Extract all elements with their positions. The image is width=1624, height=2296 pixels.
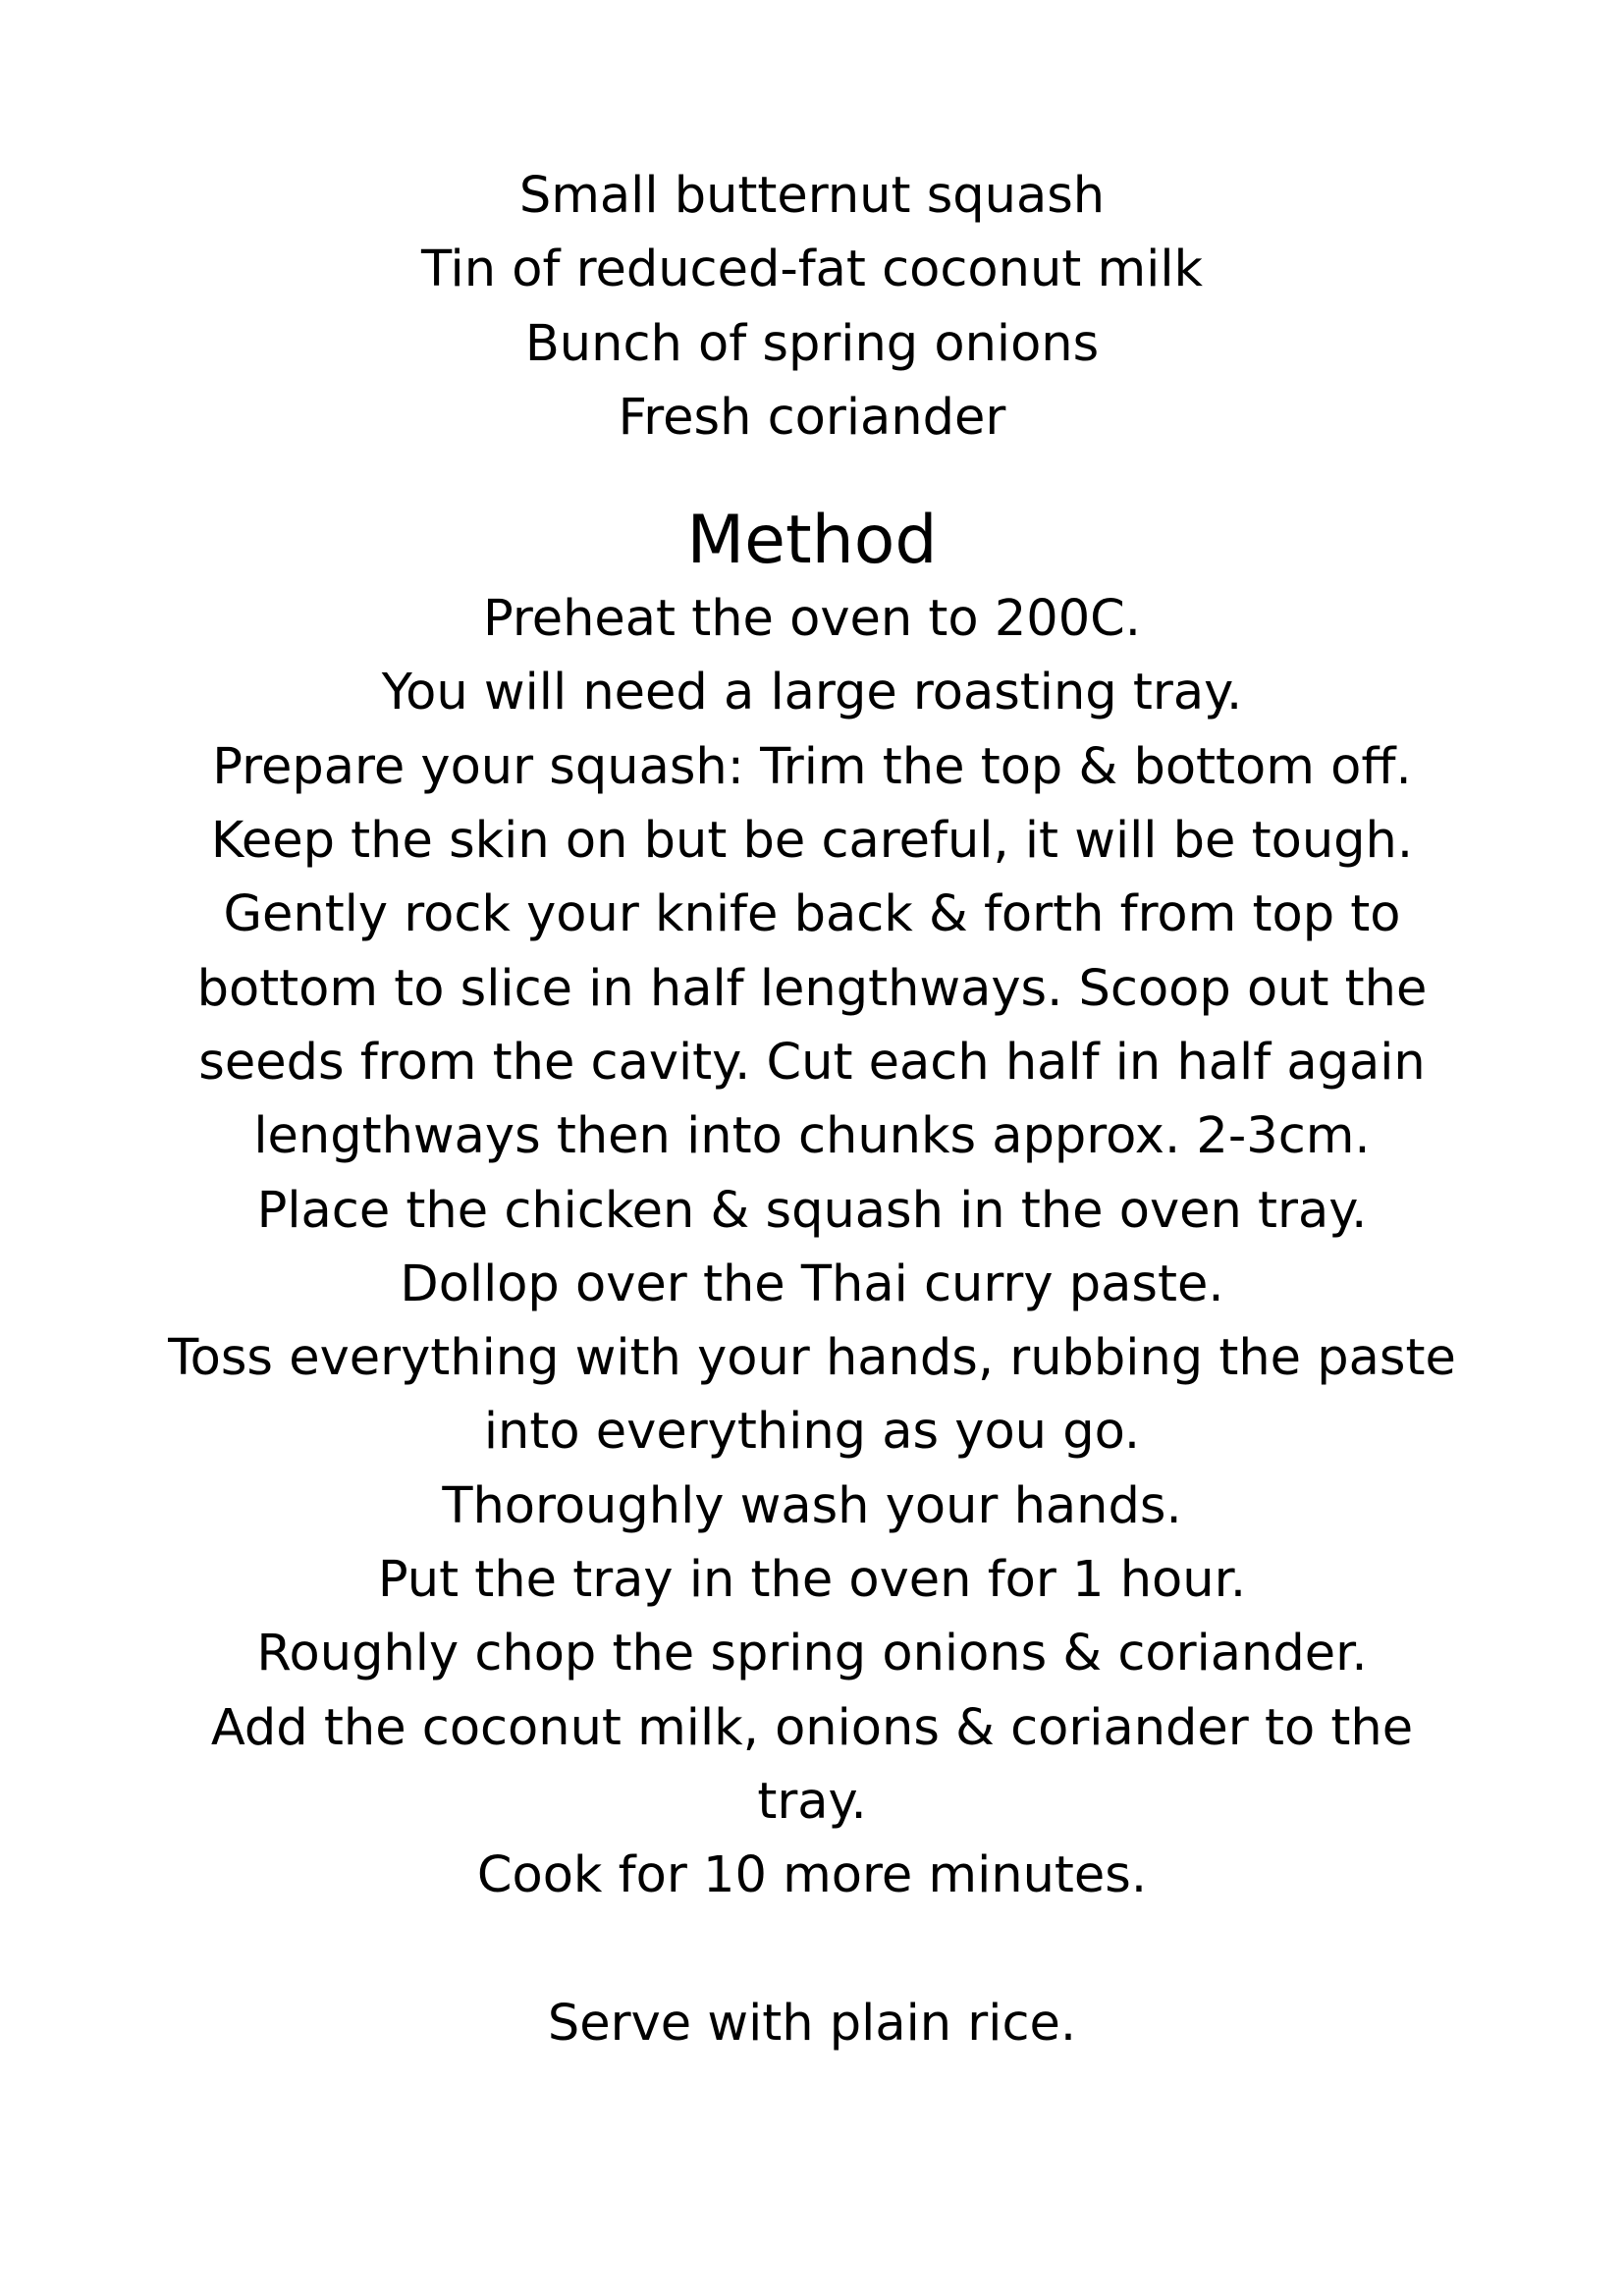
method-line: bottom to slice in half lengthways. Scoop out the	[196, 959, 1428, 1018]
method-line: Thoroughly wash your hands.	[442, 1476, 1182, 1535]
serving-suggestion: Serve with plain rice.	[547, 1994, 1077, 2053]
method-line: Toss everything with your hands, rubbing the paste	[168, 1329, 1456, 1388]
ingredient-line: Small butternut squash	[518, 167, 1106, 225]
method-line: Roughly chop the spring onions & coriander.	[256, 1625, 1368, 1683]
method-line: Dollop over the Thai curry paste.	[400, 1255, 1224, 1313]
ingredient-line: Tin of reduced-fat coconut milk	[420, 240, 1204, 299]
method-steps	[0, 582, 1624, 1912]
method-line: Cook for 10 more minutes.	[476, 1846, 1148, 1905]
method-line: into everything as you go.	[483, 1403, 1141, 1462]
method-line: Prepare your squash: Trim the top & bottom off.	[212, 737, 1412, 796]
method-line: lengthways then into chunks approx. 2-3cm.	[253, 1107, 1371, 1166]
ingredients-list	[0, 159, 1624, 454]
method-line: seeds from the cavity. Cut each half in half again	[198, 1033, 1426, 1092]
method-line: Place the chicken & squash in the oven tray.	[256, 1181, 1368, 1240]
method-line: Gently rock your knife back & forth from top to	[223, 885, 1401, 944]
method-line: Add the coconut milk, onions & coriander to the	[210, 1698, 1414, 1757]
method-line: Put the tray in the oven for 1 hour.	[377, 1551, 1247, 1610]
ingredient-line: Fresh coriander	[618, 388, 1006, 447]
ingredient-line: Bunch of spring onions	[524, 314, 1100, 373]
method-line: Preheat the oven to 200C.	[482, 590, 1142, 649]
method-heading: Method	[686, 502, 938, 580]
method-line: Keep the skin on but be careful, it will be tough.	[210, 812, 1414, 871]
method-line: You will need a large roasting tray.	[381, 664, 1243, 722]
method-line: tray.	[757, 1772, 867, 1831]
